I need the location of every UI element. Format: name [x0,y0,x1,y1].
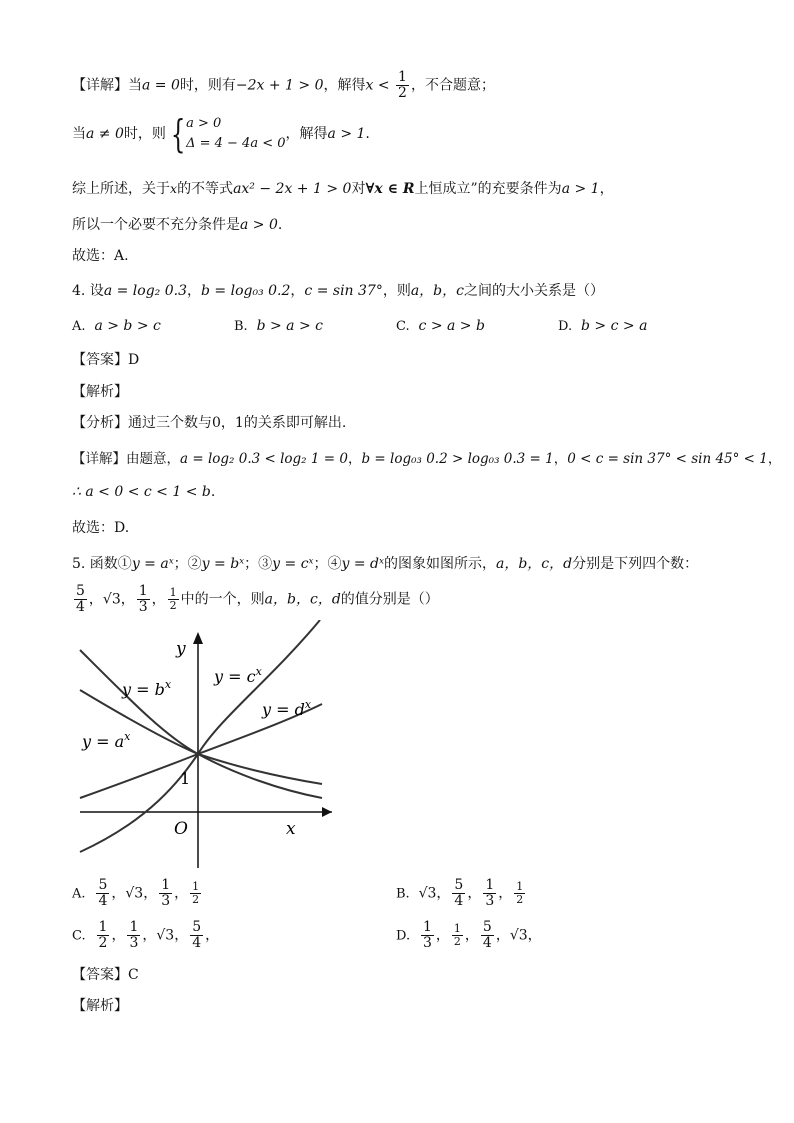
q4-choose: 故选：D. [72,520,130,536]
question-5-stem: 5. 函数①y = aˣ；②y = bˣ；③y = cˣ；④y = dˣ的图象如图所示，a，b，c，d分别是下列四个数： [72,556,699,572]
y-axis-arrow-icon [193,632,203,644]
question-4-stem: 4. 设a = log₂ 0.3，b = log₀₃ 0.2，c = sin 37°，则a，b，c之间的大小关系是（） [72,283,604,299]
q4-option-d[interactable]: D. b > c > a [558,318,648,334]
q5-option-a[interactable]: A. $\frac{5}{4}$ ，√3， $\frac{1}{3}$ ， $\frac{1}{2}$ [72,877,200,909]
label-y-c: $y = c^x$ [214,665,262,686]
detail-tag: 【详解】 [72,77,128,94]
conclusion-line: 所以一个必要不充分条件是a > 0. [72,217,283,233]
curve-b [80,650,322,798]
one-label: 1 [180,769,191,788]
x-axis-label: x [286,819,296,839]
detail-line-1: 【详解】当a = 0时，则有−2x + 1 > 0，解得x < $\frac{1}{2}$ ，不合题意； [72,69,495,101]
inequality-system: a > 0 Δ = 4 − 4a < 0 [186,116,286,151]
y-axis-label: y [176,639,186,659]
origin-label: O [174,819,188,839]
exponential-functions-graph [70,620,340,870]
x-axis-arrow-icon [322,807,332,817]
q4-fenxi: 【分析】通过三个数与0，1的关系即可解出. [72,415,347,431]
summary-line: 综上所述，关于x的不等式ax² − 2x + 1 > 0对∀x ∈ R上恒成立”的充要条件为a > 1， [72,181,614,197]
question-5-values: $\frac{5}{4}$ ，√3， $\frac{1}{3}$ ， $\frac{1}{2}$ 中的一个，则a，b，c，d的值分别是（） [76,583,439,615]
q4-option-b[interactable]: B. b > a > c [234,318,324,334]
detail-line-2: 当a ≠ 0时，则 { a > 0 Δ = 4 − 4a < 0 ，解得a > 1. [72,112,370,156]
fraction-one-half: $\frac{1}{2}$ [398,69,407,101]
q5-answer: 【答案】C [72,967,139,983]
q5-option-c[interactable]: C. $\frac{1}{2}$ ， $\frac{1}{3}$ ，√3， $\frac{5}{4}$ ， [72,919,220,951]
q4-detail: 【详解】由题意，a = log₂ 0.3 < log₂ 1 = 0，b = log₀₃ 0.2 > log₀₃ 0.3 = 1，0 < c = sin 37° < sin 45° < 1， [72,451,782,467]
q5-option-b[interactable]: B. √3， $\frac{5}{4}$ ， $\frac{1}{3}$ ， $\frac{1}{2}$ [396,877,524,909]
q5-option-d[interactable]: D. $\frac{1}{3}$ ， $\frac{1}{2}$ ， $\frac{5}{4}$ ，√3， [396,919,542,951]
q4-therefore: ∴ a < 0 < c < 1 < b. [72,484,216,500]
label-y-b: $y = b^x$ [122,678,172,699]
q4-analysis-tag: 【解析】 [72,384,128,400]
q4-option-a[interactable]: A. a > b > c [72,318,161,334]
left-brace-icon: { [170,112,186,156]
q4-answer: 【答案】D [72,352,140,368]
q4-option-c[interactable]: C. c > a > b [396,318,485,334]
q5-analysis-tag: 【解析】 [72,998,128,1014]
label-y-a: $y = a^x$ [82,730,131,751]
choose-a-line: 故选：A. [72,248,129,264]
label-y-d: $y = d^x$ [262,698,312,719]
